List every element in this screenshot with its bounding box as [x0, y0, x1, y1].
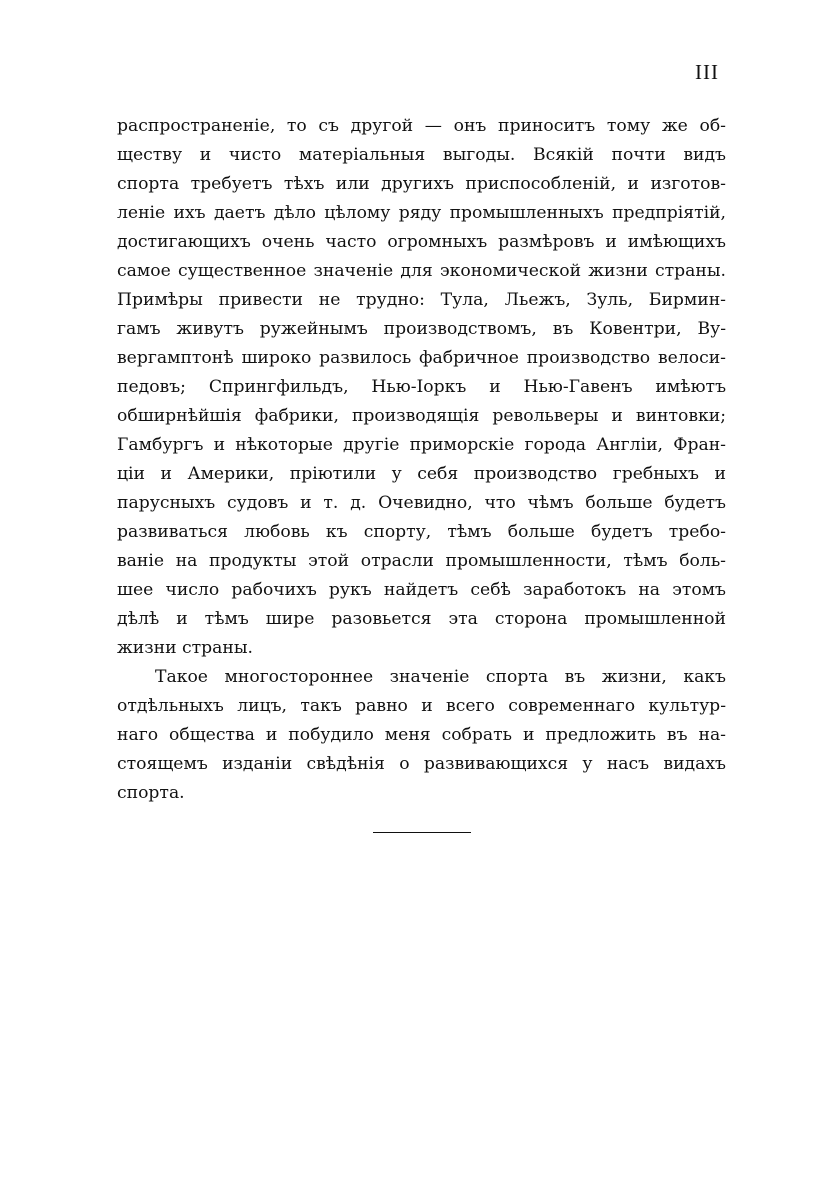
text-line: отдѣльныхъ лицъ, такъ равно и всего современнаго культур-: [117, 696, 726, 716]
text-line: наго общества и побудило меня собрать и предложить въ на-: [117, 725, 726, 745]
text-line: жизни страны.: [117, 638, 253, 658]
text-line: Примѣры привести не трудно: Тула, Льежъ, Зуль, Бирмин-: [117, 290, 726, 310]
text-line: Такое многостороннее значеніе спорта въ жизни, какъ: [155, 667, 726, 687]
text-line: развиваться любовь къ спорту, тѣмъ больше будетъ требо-: [117, 522, 726, 542]
text-line: спорта.: [117, 783, 185, 803]
paragraph-2: [117, 663, 726, 808]
text-line: самое существенное значеніе для экономической жизни страны.: [117, 261, 726, 281]
text-line: обширнѣйшія фабрики, производящія револьверы и винтовки;: [117, 406, 726, 426]
text-line: гамъ живутъ ружейнымъ производствомъ, въ Ковентри, Ву-: [117, 319, 726, 339]
text-line: педовъ; Спрингфильдъ, Нью-Іоркъ и Нью-Гавенъ имѣютъ: [117, 377, 726, 397]
text-line: дѣлѣ и тѣмъ шире разовьется эта сторона промышленной: [117, 609, 726, 629]
text-line: вергамптонѣ широко развилось фабричное производство велоси-: [117, 348, 726, 368]
text-line: спорта требуетъ тѣхъ или другихъ приспособленій, и изготов-: [117, 174, 726, 194]
text-line: Гамбургъ и нѣкоторые другіе приморскіе города Англіи, Фран-: [117, 435, 726, 455]
text-line: ществу и чисто матеріальныя выгоды. Всякій почти видъ: [117, 145, 726, 165]
text-line: ваніе на продукты этой отрасли промышленности, тѣмъ боль-: [117, 551, 726, 571]
page-number: III: [695, 60, 719, 84]
text-line: распространеніе, то съ другой — онъ приноситъ тому же об-: [117, 116, 726, 136]
text-line: стоящемъ изданіи свѣдѣнія о развивающихся у насъ видахъ: [117, 754, 726, 774]
body-text: [117, 112, 726, 808]
text-line: леніе ихъ даетъ дѣло цѣлому ряду промышленныхъ предпріятій,: [117, 203, 726, 223]
text-line: парусныхъ судовъ и т. д. Очевидно, что чѣмъ больше будетъ: [117, 493, 726, 513]
section-divider: [373, 832, 471, 833]
text-line: ціи и Америки, пріютили у себя производство гребныхъ и: [117, 464, 726, 484]
text-line: шее число рабочихъ рукъ найдетъ себѣ заработокъ на этомъ: [117, 580, 726, 600]
text-line: достигающихъ очень часто огромныхъ размѣровъ и имѣющихъ: [117, 232, 726, 252]
paragraph-1: [117, 112, 726, 663]
